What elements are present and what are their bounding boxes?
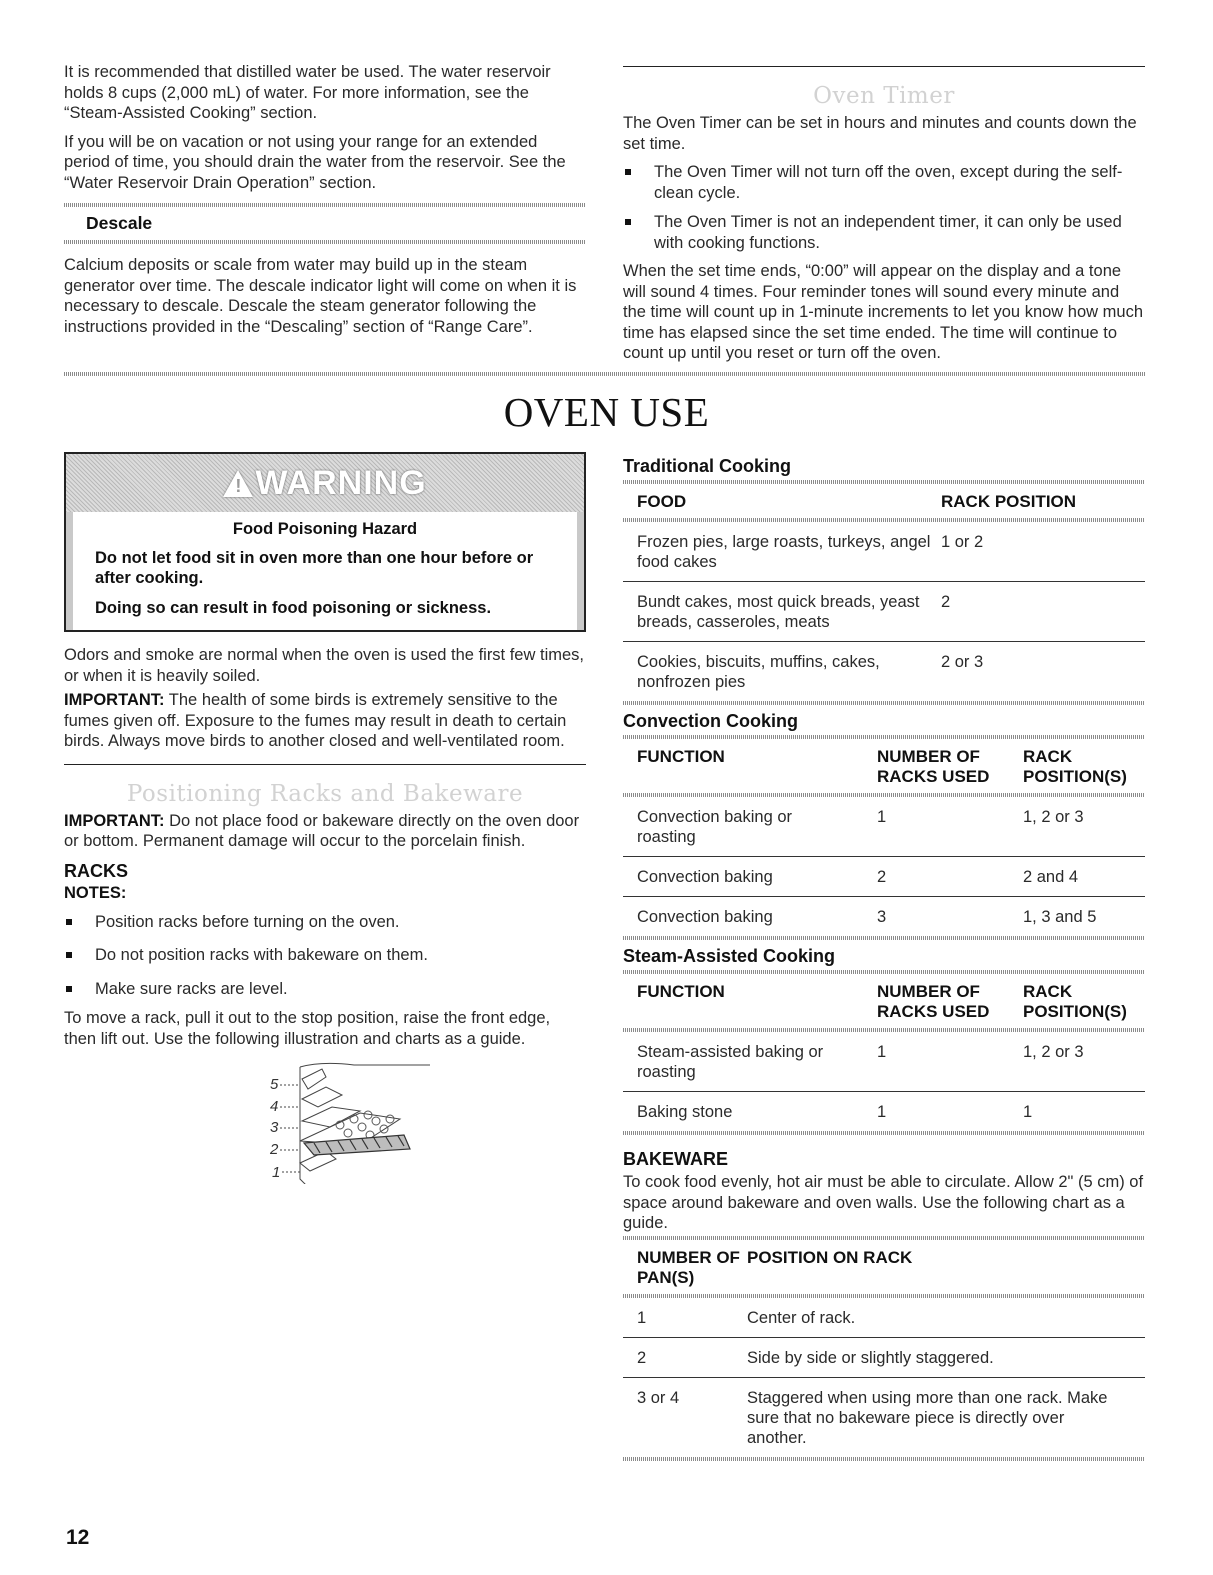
oven-rack-diagram: [64, 1059, 586, 1184]
table-cell: 1: [877, 1103, 887, 1121]
rack-number: 5: [270, 1076, 279, 1093]
table-row: [623, 582, 1145, 642]
table-cell: Convection baking: [637, 868, 773, 886]
table-cell: Staggered when using more than one rack. Make sure that no bakeware piece is directly over another.: [747, 1388, 1108, 1447]
list-item: Make sure racks are level.: [64, 979, 586, 1000]
column-header: NUMBER OF PAN(S): [637, 1247, 740, 1287]
rack-number: 4: [270, 1098, 279, 1115]
rack-illustration: [64, 1059, 586, 1179]
table-cell: Steam-assisted baking or roasting: [637, 1043, 824, 1081]
table-row: [623, 857, 1145, 897]
list-item: Position racks before turning on the oven.: [64, 912, 586, 933]
porcelain-paragraph: [64, 811, 586, 852]
warning-body: [66, 512, 584, 630]
steam-table: [623, 1032, 1145, 1131]
table-row: [623, 642, 1145, 701]
table-cell: Frozen pies, large roasts, turkeys, angel food cakes: [637, 533, 931, 571]
water-paragraph: It is recommended that distilled water be used. The water reservoir holds 8 cups (2,000 mL) of water. For more information, see the “Steam-Assisted Cooking” section.: [64, 63, 551, 122]
table-header: [623, 1240, 1145, 1294]
list-item: The Oven Timer will not turn off the oven, except during the self-clean cycle.: [623, 162, 1145, 203]
warning-box: [64, 452, 586, 632]
column-header: FUNCTION: [637, 982, 725, 1001]
column-header: FUNCTION: [637, 747, 725, 766]
warning-triangle-icon: [223, 470, 253, 497]
section-rule: [623, 66, 1145, 67]
rack-number: 1: [272, 1164, 281, 1181]
oven-timer-outro: When the set time ends, “0:00” will appear on the display and a tone will sound 4 times. Four reminder tones will sound every minute and the time will count up in 1-minute increments to let you know how much time has elapsed since the set time ended. The time will continue to count up until you reset or turn off the oven.: [623, 262, 1143, 362]
table-cell: 2: [637, 1348, 647, 1367]
table-row: [623, 522, 1145, 582]
divider: [623, 1457, 1145, 1461]
list-item: The Oven Timer is not an independent timer, it can only be used with cooking functions.: [623, 212, 1145, 253]
table-cell: 1: [1023, 1103, 1033, 1121]
table-cell: Side by side or slightly staggered.: [747, 1348, 994, 1367]
table-cell: 1: [637, 1308, 647, 1327]
table-row: [623, 1032, 1145, 1092]
racks-heading: RACKS: [64, 860, 129, 881]
important-label: IMPORTANT:: [64, 811, 165, 830]
table-cell: 1 or 2: [941, 533, 984, 551]
divider: [623, 1131, 1145, 1135]
birds-paragraph: [64, 690, 586, 752]
table-row: [623, 1298, 1145, 1338]
warning-line: Do not let food sit in oven more than one hour before or after cooking.: [95, 549, 534, 587]
page-divider: [64, 372, 1146, 376]
table-cell: 2 or 3: [941, 653, 984, 671]
oven-timer-heading: Oven Timer: [813, 83, 955, 109]
column-header: RACK POSITION: [941, 492, 1077, 511]
left-column-bottom: [64, 452, 586, 1179]
bakeware-table: [623, 1298, 1145, 1457]
table-cell: 2: [877, 868, 887, 886]
traditional-heading: Traditional Cooking: [623, 456, 792, 476]
table-cell: Center of rack.: [747, 1308, 856, 1327]
descale-text: Calcium deposits or scale from water may build up in the steam generator over time. The descale indicator light will come on when it is necessary to descale. Descale the steam generator following the instructions provided in the “Descaling” section of “Range Care”.: [64, 256, 577, 336]
page-number: 12: [66, 1526, 90, 1549]
column-header: NUMBER OF RACKS USED: [877, 747, 990, 786]
warning-label: WARNING: [255, 463, 427, 502]
warning-banner: [66, 454, 584, 512]
table-cell: 1, 2 or 3: [1023, 1043, 1084, 1061]
table-cell: 1: [877, 1043, 887, 1061]
table-cell: 2 and 4: [1023, 868, 1079, 886]
oven-timer-intro: The Oven Timer can be set in hours and minutes and counts down the set time.: [623, 114, 1137, 153]
table-cell: Convection baking: [637, 908, 773, 926]
oven-timer-bullets: [623, 162, 1145, 253]
oven-timer-section: [623, 66, 1145, 364]
table-header: [623, 484, 1145, 518]
right-column-bottom: [623, 450, 1145, 1461]
rack-number: 2: [270, 1141, 279, 1158]
list-item: Do not position racks with bakeware on them.: [64, 945, 586, 966]
table-cell: 3: [877, 908, 887, 926]
warning-line: Doing so can result in food poisoning or sickness.: [95, 599, 492, 617]
divider: [623, 701, 1145, 705]
table-cell: Convection baking or roasting: [637, 808, 793, 846]
table-cell: Bundt cakes, most quick breads, yeast breads, casseroles, meats: [637, 593, 920, 631]
convection-heading: Convection Cooking: [623, 711, 798, 731]
table-header: [623, 739, 1145, 793]
notes-heading: NOTES:: [64, 883, 127, 902]
porcelain-text: Do not place food or bakeware directly on the oven door or bottom. Permanent damage will occur to the porcelain finish.: [64, 811, 580, 850]
table-cell: 1, 3 and 5: [1023, 908, 1097, 926]
notes-list: [64, 912, 586, 1000]
odors-paragraph: Odors and smoke are normal when the oven is used the first few times, or when it is heavily soiled.: [64, 646, 584, 685]
table-cell: 1: [877, 808, 887, 826]
rack-number: 3: [270, 1119, 279, 1136]
column-header: FOOD: [637, 492, 687, 511]
traditional-table: [623, 522, 1145, 701]
bakeware-text: To cook food evenly, hot air must be able to circulate. Allow 2" (5 cm) of space around bakeware and oven walls. Use the following chart as a guide.: [623, 1173, 1144, 1232]
birds-text: The health of some birds is extremely sensitive to the fumes given off. Exposure to the fumes may result in death to certain birds. Always move birds to another closed and well-ventilated room.: [64, 691, 567, 750]
move-rack-paragraph: To move a rack, pull it out to the stop position, raise the front edge, then lift out. Use the following illustration and charts as a guide.: [64, 1009, 551, 1048]
divider: [64, 240, 586, 244]
column-header: POSITION ON RACK: [747, 1247, 913, 1267]
table-cell: Baking stone: [637, 1103, 733, 1121]
table-cell: 3 or 4: [637, 1388, 680, 1407]
column-header: RACK POSITION(S): [1023, 982, 1127, 1021]
important-label: IMPORTANT:: [64, 691, 165, 709]
divider: [623, 936, 1145, 940]
table-row: [623, 797, 1145, 857]
hazard-title: Food Poisoning Hazard: [232, 520, 418, 538]
table-row: [623, 1378, 1145, 1457]
left-column-top: [64, 62, 586, 337]
descale-heading: Descale: [86, 213, 153, 233]
page-title: OVEN USE: [503, 389, 710, 435]
column-header: NUMBER OF RACKS USED: [877, 982, 990, 1021]
table-header: [623, 974, 1145, 1028]
section-rule: [64, 764, 586, 765]
table-row: [623, 1338, 1145, 1378]
table-row: [623, 1092, 1145, 1131]
bakeware-heading: BAKEWARE: [623, 1149, 729, 1169]
vacation-paragraph: If you will be on vacation or not using your range for an extended period of time, you should drain the water from the reservoir. See the “Water Reservoir Drain Operation” section.: [64, 132, 566, 192]
table-cell: 1, 2 or 3: [1023, 808, 1084, 826]
positioning-heading: Positioning Racks and Bakeware: [126, 780, 524, 807]
column-header: RACK POSITION(S): [1023, 747, 1127, 786]
table-cell: Cookies, biscuits, muffins, cakes, nonfrozen pies: [637, 653, 880, 691]
table-row: [623, 897, 1145, 936]
table-cell: 2: [941, 593, 951, 611]
steam-heading: Steam-Assisted Cooking: [623, 946, 836, 966]
convection-table: [623, 797, 1145, 936]
